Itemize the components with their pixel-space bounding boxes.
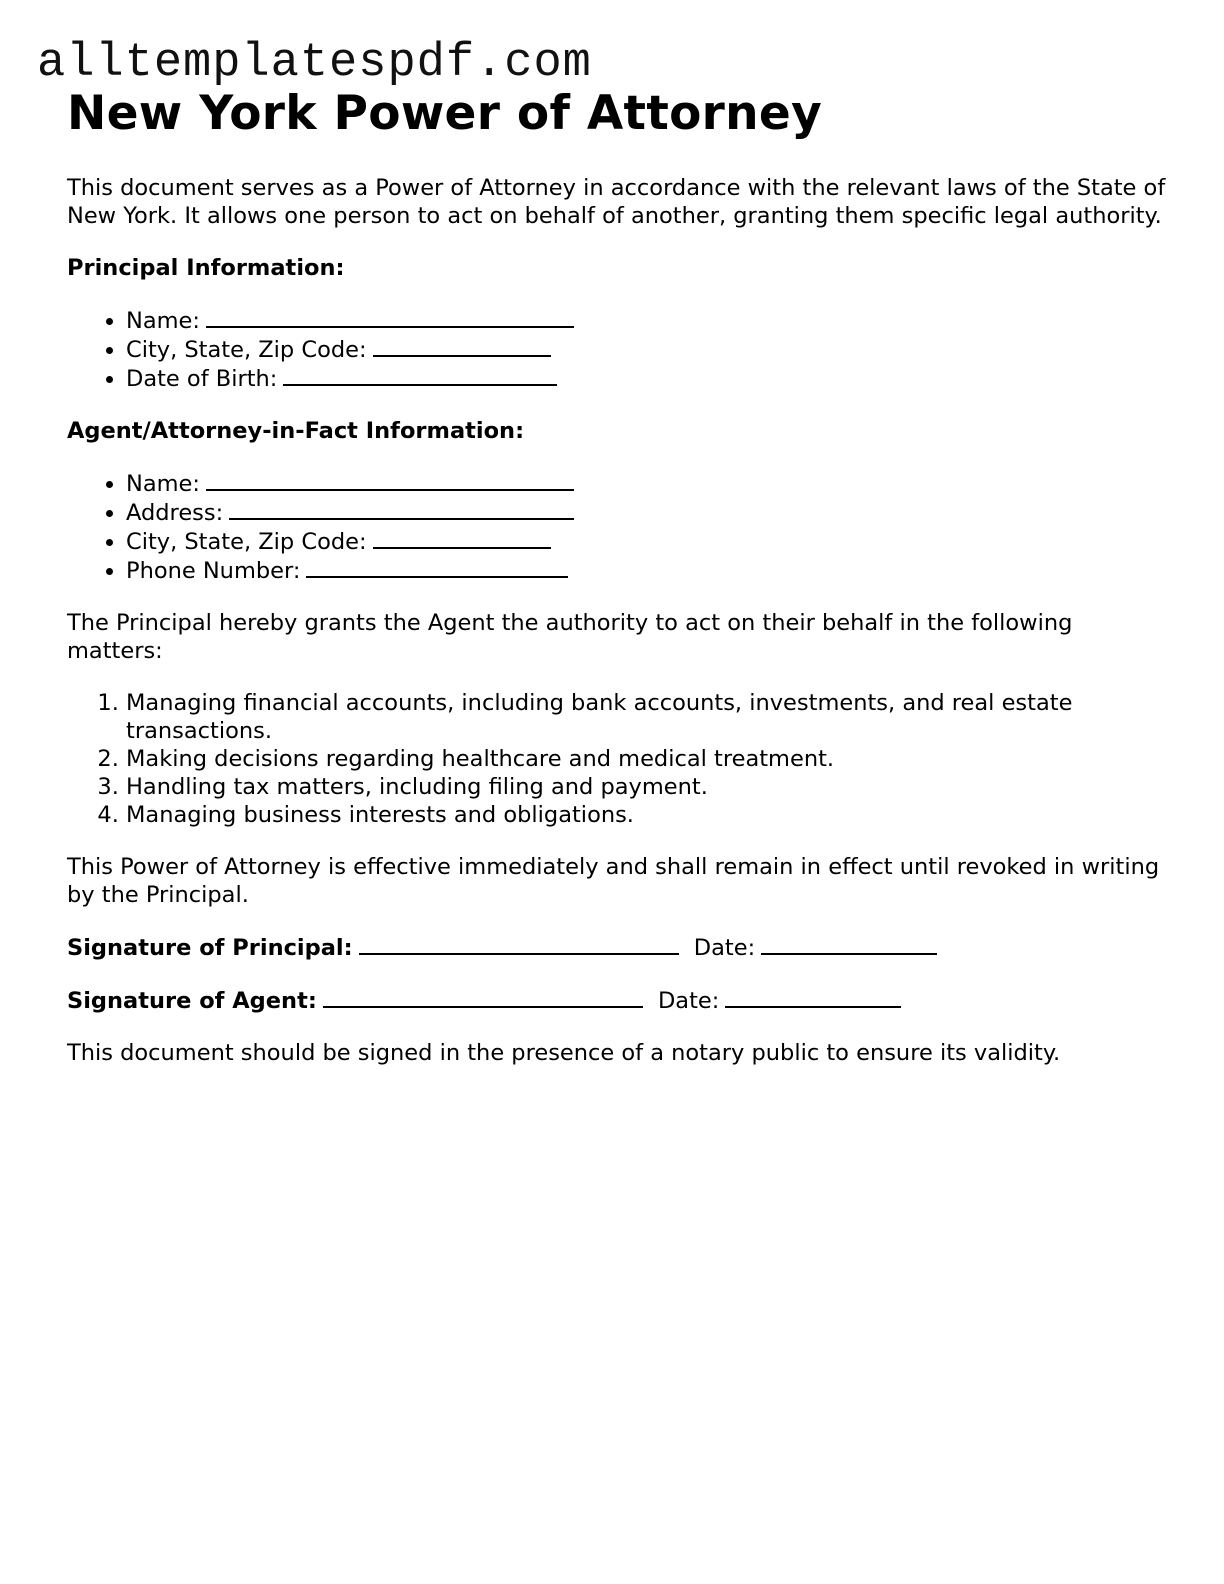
agent-signature-line[interactable]	[323, 986, 643, 1008]
principal-city-field	[126, 335, 1167, 364]
agent-signature-label: Signature of Agent:	[67, 988, 317, 1014]
notary-notice: This document should be signed in the presence of a notary public to ensure its validity.	[67, 1040, 1061, 1066]
city-blank-line[interactable]	[373, 527, 551, 549]
field-label: City, State, Zip Code:	[126, 337, 367, 363]
address-blank-line[interactable]	[229, 498, 574, 520]
field-label: Name:	[126, 471, 200, 497]
agent-phone-field	[126, 556, 1167, 585]
page-title: New York Power of Attorney	[67, 86, 823, 141]
field-label: Name:	[126, 308, 200, 334]
document-page	[67, 86, 1167, 1067]
agent-heading: Agent/Attorney-in-Fact Information:	[67, 418, 525, 444]
city-blank-line[interactable]	[373, 335, 551, 357]
principal-date-label: Date:	[693, 935, 756, 961]
agent-fields-list	[67, 469, 1167, 585]
field-label: Date of Birth:	[126, 366, 278, 392]
agent-city-field	[126, 527, 1167, 556]
effective-paragraph: This Power of Attorney is effective immediately and shall remain in effect until revoked in writing by the Principal.	[67, 854, 1160, 908]
grant-paragraph: The Principal hereby grants the Agent the authority to act on their behalf in the following matters:	[67, 610, 1073, 664]
agent-signature-row	[67, 986, 1167, 1015]
intro-paragraph: This document serves as a Power of Attorney in accordance with the relevant laws of the State of New York. It allows one person to act on behalf of another, granting them specific legal authority.	[67, 175, 1166, 229]
watermark: alltemplatespdf.com	[37, 37, 592, 90]
powers-list	[67, 689, 1167, 829]
principal-signature-row	[67, 933, 1167, 962]
name-blank-line[interactable]	[206, 306, 574, 328]
name-blank-line[interactable]	[206, 469, 574, 491]
agent-date-label: Date:	[657, 988, 720, 1014]
principal-fields-list	[67, 306, 1167, 393]
power-item: 4. Managing business interests and obligations.	[126, 801, 1167, 829]
power-item: 3. Handling tax matters, including filing and payment.	[126, 773, 1167, 801]
field-label: City, State, Zip Code:	[126, 529, 367, 555]
agent-name-field	[126, 469, 1167, 498]
agent-address-field	[126, 498, 1167, 527]
power-item: 2. Making decisions regarding healthcare and medical treatment.	[126, 745, 1167, 773]
power-item: 1. Managing financial accounts, including bank accounts, investments, and real estate transactions.	[126, 689, 1167, 745]
dob-blank-line[interactable]	[283, 364, 557, 386]
agent-date-line[interactable]	[725, 986, 901, 1008]
principal-signature-label: Signature of Principal:	[67, 935, 353, 961]
principal-dob-field	[126, 364, 1167, 393]
field-label: Phone Number:	[126, 558, 301, 584]
principal-date-line[interactable]	[761, 933, 937, 955]
field-label: Address:	[126, 500, 224, 526]
principal-name-field	[126, 306, 1167, 335]
phone-blank-line[interactable]	[306, 556, 568, 578]
principal-heading: Principal Information:	[67, 255, 345, 281]
principal-signature-line[interactable]	[359, 933, 679, 955]
